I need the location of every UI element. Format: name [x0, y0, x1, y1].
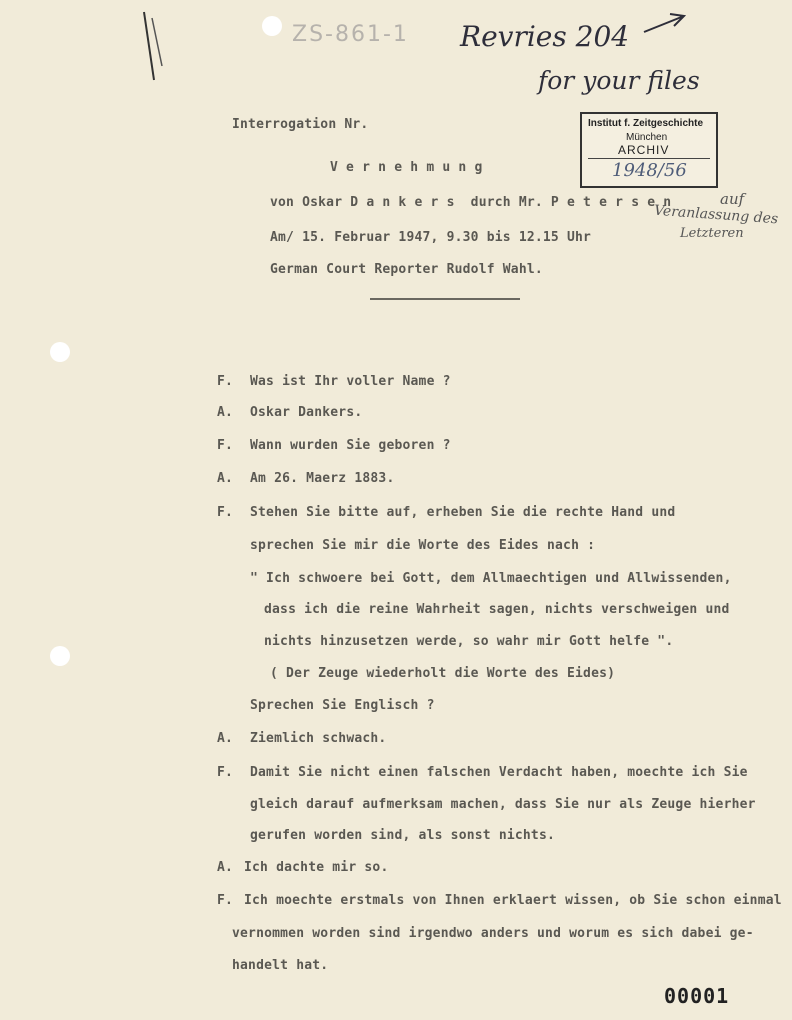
transcript-line: Sprechen Sie Englisch ?	[250, 698, 435, 713]
speaker-label: F.	[217, 893, 234, 908]
speaker-label: A.	[217, 471, 234, 486]
punch-hole-left-lower	[50, 646, 70, 666]
stamp-archive: ARCHIV	[618, 143, 670, 157]
transcript-line: Stehen Sie bitte auf, erheben Sie die rechte Hand und	[250, 505, 676, 520]
stamp-rule	[588, 158, 710, 159]
speaker-label: A.	[217, 731, 234, 746]
transcript-line: sprechen Sie mir die Worte des Eides nach :	[250, 538, 596, 553]
transcript-line: dass ich die reine Wahrheit sagen, nichts verschweigen und	[264, 602, 730, 617]
speaker-label: F.	[217, 438, 234, 453]
archive-signature: ZS-861-1	[292, 22, 409, 47]
transcript-line: gleich darauf aufmerksam machen, dass Sie nur als Zeuge hierher	[250, 797, 756, 812]
transcript-line: Ziemlich schwach.	[250, 731, 387, 746]
handwritten-note: for your files	[538, 66, 700, 95]
transcript-line: gerufen worden sind, als sonst nichts.	[250, 828, 556, 843]
margin-note-3: Letzteren	[680, 226, 744, 241]
transcript-line: Ich dachte mir so.	[244, 860, 389, 875]
reporter-line: German Court Reporter Rudolf Wahl.	[270, 262, 543, 277]
transcript-line: nichts hinzusetzen werde, so wahr mir Gott helfe ".	[264, 634, 674, 649]
transcript-line: Wann wurden Sie geboren ?	[250, 438, 451, 453]
subject-line: von Oskar D a n k e r s durch Mr. P e t e r s e n	[270, 195, 672, 210]
transcript-line: Was ist Ihr voller Name ?	[250, 374, 451, 389]
archive-stamp	[580, 112, 718, 188]
page-number: 00001	[664, 984, 730, 1008]
transcript-line: handelt hat.	[232, 958, 329, 973]
speaker-label: F.	[217, 765, 234, 780]
punch-hole-left-upper	[50, 342, 70, 362]
document-title: V e r n e h m u n g	[330, 160, 483, 175]
header-rule	[370, 298, 520, 300]
date-line: Am/ 15. Februar 1947, 9.30 bis 12.15 Uhr	[270, 230, 592, 245]
transcript-line: Ich moechte erstmals von Ihnen erklaert wissen, ob Sie schon einmal	[244, 893, 782, 908]
speaker-label: F.	[217, 505, 234, 520]
handwritten-reference: Revries 204	[460, 20, 630, 53]
stamp-city: München	[626, 132, 668, 143]
staple-marks	[140, 10, 170, 90]
margin-note-1: auf	[720, 190, 745, 208]
punch-hole-top	[262, 16, 282, 36]
transcript-line: Am 26. Maerz 1883.	[250, 471, 395, 486]
speaker-label: A.	[217, 405, 234, 420]
transcript-line: vernommen worden sind irgendwo anders und worum es sich dabei ge-	[232, 926, 754, 941]
transcript-line: Damit Sie nicht einen falschen Verdacht haben, moechte ich Sie	[250, 765, 748, 780]
transcript-line: ( Der Zeuge wiederholt die Worte des Eides)	[270, 666, 616, 681]
margin-note-2: Veranlassung des	[653, 202, 779, 228]
transcript-line: " Ich schwoere bei Gott, dem Allmaechtigen und Allwissenden,	[250, 571, 732, 586]
stamp-number: 1948/56	[612, 160, 687, 181]
stamp-institute: Institut f. Zeitgeschichte	[588, 118, 704, 129]
arrow-icon	[640, 10, 690, 40]
speaker-label: F.	[217, 374, 234, 389]
transcript-line: Oskar Dankers.	[250, 405, 363, 420]
interrogation-number: Interrogation Nr.	[232, 117, 369, 132]
speaker-label: A.	[217, 860, 234, 875]
